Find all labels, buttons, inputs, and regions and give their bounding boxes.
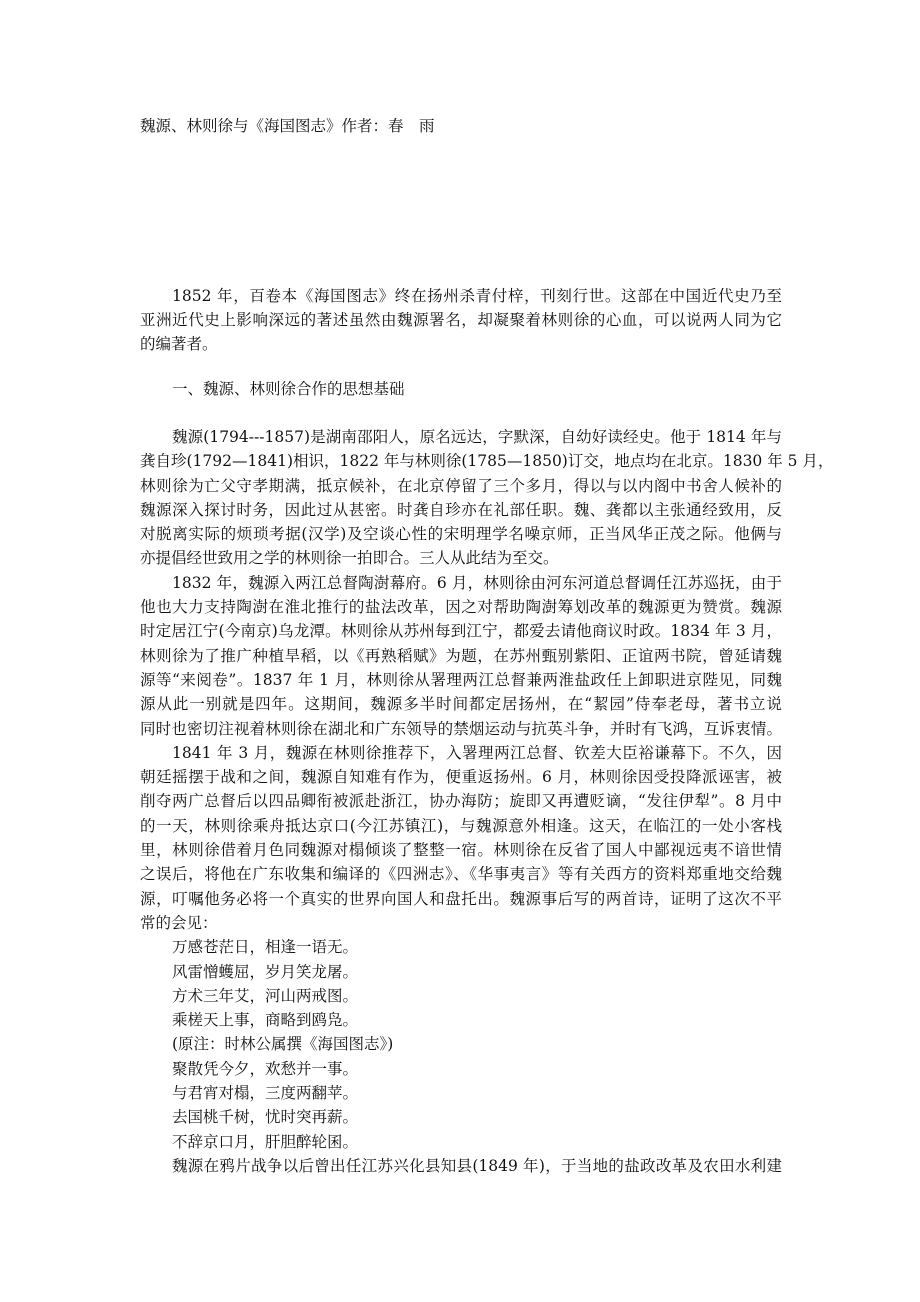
text-line: 魏源在鸦片战争以后曾出任江苏兴化县知县(1849 年)，于当地的盐政改革及农田水利建 <box>172 1156 782 1175</box>
intro-paragraph <box>140 284 782 356</box>
text-line: 他也大力支持陶澍在淮北推行的盐法改革，因之对帮助陶澍筹划改革的魏源更为赞赏。魏源 <box>140 598 782 617</box>
poem-line: 方术三年艾，河山两戒图。 <box>172 986 359 1005</box>
section-heading-block <box>140 377 782 401</box>
text-line: 源从此一别就是四年。这期间，魏源多半时间都定居扬州，在“絜园”侍奉老母，著书立说 <box>140 695 782 714</box>
poem-line: 万感苍茫日，相逢一语无。 <box>172 938 359 957</box>
poem-line: 风雷憎蠖屈，岁月笑龙屠。 <box>172 962 359 981</box>
poem-line: 与君宵对榻，三度两翻苹。 <box>172 1084 359 1103</box>
text-line: 1852 年，百卷本《海国图志》终在扬州杀青付梓，刊刻行世。这部在中国近代史乃至 <box>172 287 782 305</box>
text-line: 1832 年，魏源入两江总督陶澍幕府。6 月，林则徐由河东河道总督调任江苏巡抚，由于 <box>172 573 782 592</box>
poem-line: 聚散凭今夕，欢愁并一事。 <box>172 1059 359 1078</box>
document-title: 魏源、林则徐与《海国图志》作者：春 雨 <box>140 117 435 135</box>
text-line: 朝廷摇摆于战和之间，魏源自知难有作为，便重返扬州。6 月，林则徐因受投降派诬害，被 <box>140 768 782 787</box>
text-line: 林则徐为亡父守孝期满，抵京候补，在北京停留了三个多月，得以与以内阁中书舍人候补的 <box>140 476 782 495</box>
text-line: 源等“来阅卷”。1837 年 1 月，林则徐从署理两江总督兼两淮盐政任上卸职进京陛见，同魏 <box>140 670 782 689</box>
body-text <box>140 425 834 1178</box>
text-line: 源，叮嘱他务必将一个真实的世界向国人和盘托出。魏源事后写的两首诗，证明了这次不平 <box>140 889 782 908</box>
text-line: 常的会见： <box>140 913 218 932</box>
text-line: 的编著者。 <box>140 335 218 353</box>
text-line: 之误后，将他在广东收集和编译的《四洲志》、《华事夷言》等有关西方的资料郑重地交给魏 <box>140 865 782 884</box>
text-line: 魏源(1794---1857)是湖南邵阳人，原名远达，字默深，自幼好读经史。他于 1814 年与 <box>172 428 782 446</box>
text-line: 魏源深入探讨时务，因此过从甚密。时龚自珍亦在礼部任职。魏、龚都以主张通经致用，反 <box>140 500 782 519</box>
text-line: 里，林则徐借着月色同魏源对榻倾谈了整整一宿。林则徐在反省了国人中鄙视远夷不谙世情 <box>140 841 782 860</box>
text-line: 1841 年 3 月，魏源在林则徐推荐下，入署理两江总督、钦差大臣裕谦幕下。不久，因 <box>172 743 782 762</box>
poem-line: 去国桃千树，忧时突再薪。 <box>172 1108 359 1127</box>
poem-line: (原注：时林公属撰《海国图志》) <box>172 1035 394 1054</box>
text-line: 亚洲近代史上影响深远的著述虽然由魏源署名，却凝聚着林则徐的心血，可以说两人同为它 <box>140 311 782 329</box>
text-line: 亦提倡经世致用之学的林则徐一拍即合。三人从此结为至交。 <box>140 549 559 568</box>
poem-line: 不辞京口月，肝胆醉轮囷。 <box>172 1132 359 1151</box>
text-line: 时定居江宁(今南京)乌龙潭。林则徐从苏州每到江宁，都爱去请他商议时政。1834 年 3 月， <box>140 622 782 641</box>
text-line: 对脱离实际的烦琐考据(汉学)及空谈心性的宋明理学名噪京师，正当风华正茂之际。他俩与 <box>140 525 782 544</box>
text-line: 削夺两广总督后以四品卿衔被派赴浙江，协办海防；旋即又再遭贬谪，“发往伊犁”。8 月中 <box>140 792 782 811</box>
text-line: 的一天，林则徐乘舟抵达京口(今江苏镇江)，与魏源意外相逢。这天，在临江的一处小客栈 <box>140 816 782 835</box>
text-line: 林则徐为了推广种植旱稻，以《再熟稻赋》为题，在苏州甄别紫阳、正谊两书院，曾延请魏 <box>140 646 782 665</box>
text-line: 同时也密切注视着林则徐在湖北和广东领导的禁烟运动与抗英斗争，并时有飞鸿，互诉衷情。 <box>140 719 782 738</box>
text-line: 龚自珍(1792—1841)相识，1822 年与林则徐(1785—1850)订交，地点均在北京。1830 年 5 月， <box>140 452 834 471</box>
section-heading: 一、魏源、林则徐合作的思想基础 <box>172 380 405 398</box>
poem-line: 乘槎天上事，商略到鸥凫。 <box>172 1011 359 1030</box>
